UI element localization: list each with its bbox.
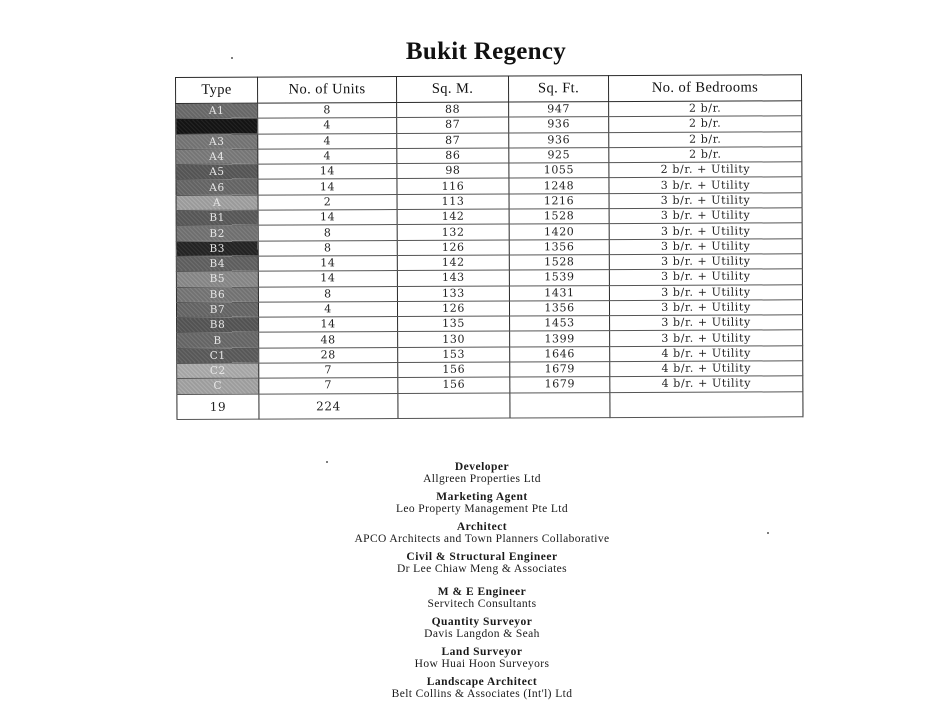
cell-sqm: 126 — [397, 301, 509, 317]
cell-sqm: 142 — [397, 209, 509, 225]
total-sqft — [510, 392, 610, 417]
cell-bedrooms: 2 b/r. — [609, 116, 802, 132]
cell-sqft: 1679 — [510, 377, 610, 393]
cell-sqft: 1431 — [509, 285, 609, 301]
cell-bedrooms: 4 b/r. + Utility — [610, 376, 803, 392]
cell-type: B4 — [176, 256, 258, 272]
cell-type: A — [176, 195, 258, 211]
header-sqft: Sq. Ft. — [508, 76, 608, 102]
cell-sqm: 142 — [397, 255, 509, 271]
cell-type: B2 — [176, 226, 258, 242]
cell-bedrooms: 2 b/r. — [609, 101, 802, 117]
cell-bedrooms: 4 b/r. + Utility — [610, 346, 803, 362]
cell-sqm: 156 — [398, 362, 510, 378]
cell-units: 8 — [258, 225, 397, 241]
cell-bedrooms: 3 b/r. + Utility — [610, 330, 803, 346]
cell-units: 14 — [259, 317, 398, 333]
cell-sqm: 98 — [397, 163, 509, 179]
cell-bedrooms: 3 b/r. + Utility — [609, 269, 802, 285]
cell-sqft: 1356 — [509, 239, 609, 255]
cell-units: 14 — [258, 256, 397, 272]
total-type: 19 — [177, 394, 259, 419]
credit-name: Servitech Consultants — [427, 598, 537, 610]
cell-type: A3 — [176, 134, 258, 150]
cell-units: 28 — [259, 347, 398, 363]
cell-type: A6 — [176, 180, 258, 196]
credit-role: Landscape Architect — [426, 676, 538, 688]
cell-type: A5 — [176, 164, 258, 180]
cell-units: 4 — [258, 148, 397, 164]
credit-name: Belt Collins & Associates (Int'l) Ltd — [391, 688, 573, 700]
cell-sqm: 126 — [397, 240, 509, 256]
cell-type: B8 — [177, 317, 259, 333]
credit-name: Dr Lee Chiaw Meng & Associates — [396, 563, 568, 575]
cell-units: 7 — [259, 363, 398, 379]
cell-sqm: 86 — [397, 148, 509, 164]
credit-entry — [0, 491, 943, 516]
cell-bedrooms: 3 b/r. + Utility — [609, 177, 802, 193]
document-title: Bukit Regency — [405, 38, 567, 65]
cell-type: A4 — [176, 149, 258, 165]
cell-sqft: 1055 — [509, 163, 609, 179]
total-sqm — [398, 393, 510, 418]
credit-name: Davis Langdon & Seah — [424, 628, 540, 640]
cell-bedrooms: 3 b/r. + Utility — [610, 315, 803, 331]
cell-units: 8 — [258, 240, 397, 256]
cell-sqft: 1453 — [510, 316, 610, 332]
cell-sqft: 1679 — [510, 362, 610, 378]
credit-role: Quantity Surveyor — [431, 616, 533, 628]
credit-entry — [0, 616, 943, 641]
cell-sqm: 143 — [397, 270, 509, 286]
cell-units: 7 — [259, 378, 398, 394]
cell-sqft: 947 — [509, 102, 609, 118]
credit-name: APCO Architects and Town Planners Collaborative — [354, 533, 610, 545]
cell-units: 8 — [258, 103, 397, 119]
cell-bedrooms: 2 b/r. — [609, 147, 802, 163]
cell-type: B6 — [176, 287, 258, 303]
cell-bedrooms: 3 b/r. + Utility — [609, 284, 802, 300]
header-bedrooms: No. of Bedrooms — [608, 75, 801, 102]
credit-role: Marketing Agent — [436, 491, 528, 503]
cell-sqft: 1248 — [509, 178, 609, 194]
credit-entry — [0, 461, 943, 486]
cell-bedrooms: 3 b/r. + Utility — [609, 193, 802, 209]
cell-units: 4 — [258, 301, 397, 317]
cell-sqm: 135 — [398, 316, 510, 332]
cell-sqm: 88 — [397, 102, 509, 118]
cell-type: B — [177, 333, 259, 349]
cell-sqft: 936 — [509, 132, 609, 148]
credit-name: How Huai Hoon Surveyors — [414, 658, 550, 670]
cell-bedrooms: 3 b/r. + Utility — [609, 254, 802, 270]
total-bedrooms — [610, 391, 803, 417]
cell-sqm: 116 — [397, 179, 509, 195]
cell-units: 14 — [258, 179, 397, 195]
unit-types-table — [175, 74, 803, 419]
credit-role: Developer — [454, 461, 510, 473]
credit-role: Civil & Structural Engineer — [406, 551, 558, 563]
credit-role: Land Surveyor — [441, 646, 523, 658]
credit-entry — [0, 551, 943, 576]
header-units: No. of Units — [258, 77, 397, 104]
cell-sqft: 1646 — [510, 346, 610, 362]
cell-sqft: 1399 — [510, 331, 610, 347]
cell-sqm: 87 — [397, 117, 509, 133]
cell-sqm: 133 — [397, 286, 509, 302]
cell-type: B7 — [176, 302, 258, 318]
cell-bedrooms: 4 b/r. + Utility — [610, 361, 803, 377]
cell-sqft: 1216 — [509, 193, 609, 209]
credit-name: Leo Property Management Pte Ltd — [395, 503, 569, 515]
cell-sqm: 156 — [398, 377, 510, 393]
header-type: Type — [176, 77, 258, 103]
credit-role: Architect — [456, 521, 508, 533]
cell-units: 4 — [258, 133, 397, 149]
cell-sqft: 1356 — [509, 300, 609, 316]
cell-type: B3 — [176, 241, 258, 257]
table-body — [176, 101, 803, 419]
cell-sqm: 87 — [397, 133, 509, 149]
cell-sqft: 1528 — [509, 209, 609, 225]
project-credits — [0, 461, 943, 706]
cell-bedrooms: 2 b/r. + Utility — [609, 162, 802, 178]
cell-sqft: 1539 — [509, 270, 609, 286]
cell-units: 8 — [258, 286, 397, 302]
cell-units: 14 — [258, 164, 397, 180]
totals-row — [177, 391, 803, 419]
credit-name: Allgreen Properties Ltd — [423, 473, 541, 485]
credit-entry — [0, 521, 943, 546]
cell-type: A1 — [176, 103, 258, 119]
cell-units: 4 — [258, 118, 397, 134]
cell-type — [176, 118, 258, 134]
header-sqm: Sq. M. — [397, 76, 509, 102]
cell-sqm: 113 — [397, 194, 509, 210]
cell-units: 2 — [258, 194, 397, 210]
credit-role: M & E Engineer — [437, 586, 527, 598]
cell-sqft: 1528 — [509, 255, 609, 271]
cell-units: 14 — [258, 210, 397, 226]
cell-type: C1 — [177, 348, 259, 364]
credit-entry — [0, 586, 943, 611]
total-units: 224 — [259, 393, 398, 419]
cell-bedrooms: 2 b/r. — [609, 131, 802, 147]
cell-units: 14 — [258, 271, 397, 287]
cell-sqm: 130 — [398, 331, 510, 347]
cell-sqm: 153 — [398, 347, 510, 363]
credit-entry — [0, 676, 943, 701]
cell-bedrooms: 3 b/r. + Utility — [609, 300, 802, 316]
cell-type: C2 — [177, 363, 259, 379]
cell-bedrooms: 3 b/r. + Utility — [609, 238, 802, 254]
cell-bedrooms: 3 b/r. + Utility — [609, 223, 802, 239]
cell-sqft: 925 — [509, 147, 609, 163]
cell-units: 48 — [259, 332, 398, 348]
table-header-row — [176, 75, 802, 104]
cell-sqft: 1420 — [509, 224, 609, 240]
cell-type: B5 — [176, 271, 258, 287]
cell-sqft: 936 — [509, 117, 609, 133]
cell-sqm: 132 — [397, 224, 509, 240]
credit-entry — [0, 646, 943, 671]
cell-type: B1 — [176, 210, 258, 226]
cell-bedrooms: 3 b/r. + Utility — [609, 208, 802, 224]
cell-type: C — [177, 378, 259, 394]
